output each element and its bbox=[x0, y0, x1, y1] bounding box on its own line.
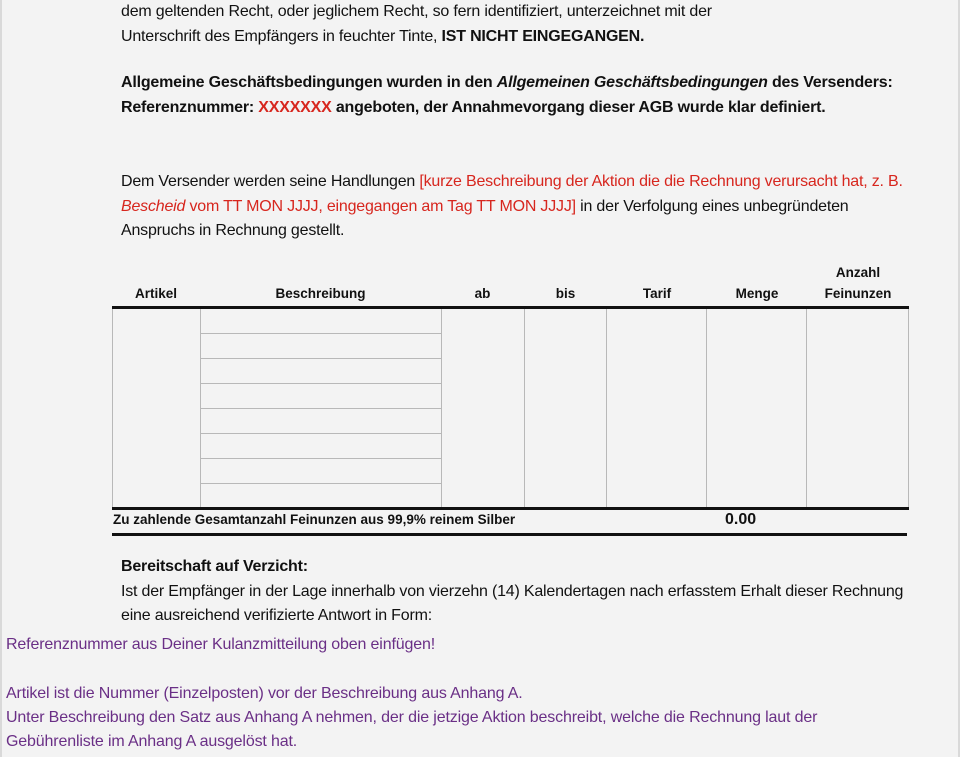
agb-text-1: Allgemeine Geschäftsbedingungen wurden in den bbox=[121, 74, 497, 91]
action-placeholder-2: vom TT MON JJJJ, eingegangen am Tag TT MON JJJJ] bbox=[185, 197, 576, 215]
description-row-line bbox=[200, 483, 441, 484]
col-border bbox=[706, 309, 707, 507]
description-row-line bbox=[200, 358, 441, 359]
agb-text-3: angeboten, der Annahmevorgang dieser AGB wurde klar definiert. bbox=[331, 98, 826, 116]
page-edge-left bbox=[0, 0, 2, 757]
waiver-section bbox=[121, 555, 921, 629]
action-prefix: Dem Versender werden seine Handlungen bbox=[121, 173, 420, 190]
action-placeholder-italic: Bescheid bbox=[121, 197, 186, 215]
header-beschreibung: Beschreibung bbox=[275, 286, 366, 301]
col-border bbox=[441, 309, 442, 507]
intro-line-2-text: Unterschrift des Empfängers in feuchter Tinte, bbox=[121, 27, 442, 45]
header-rule bbox=[112, 306, 909, 309]
total-label: Zu zahlende Gesamtanzahl Feinunzen aus 99,9% reinem Silber bbox=[113, 512, 516, 527]
intro-paragraph bbox=[121, 0, 921, 49]
description-row-line bbox=[200, 383, 441, 384]
description-row-line bbox=[200, 433, 441, 434]
waiver-heading: Bereitschaft auf Verzicht: bbox=[121, 558, 308, 575]
col-border bbox=[908, 309, 909, 507]
action-suffix: in der Verfolgung eines unbegründeten Anspruchs in Rechnung gestellt. bbox=[121, 197, 849, 239]
col-border bbox=[112, 309, 113, 507]
col-border bbox=[524, 309, 525, 507]
table-header-row bbox=[112, 264, 909, 306]
invoice-table bbox=[112, 264, 909, 539]
reference-number-placeholder: XXXXXXX bbox=[258, 98, 332, 116]
header-ab: ab bbox=[474, 286, 491, 301]
description-row-line bbox=[200, 408, 441, 409]
total-bottom-rule bbox=[112, 533, 907, 536]
col-border bbox=[806, 309, 807, 507]
description-row-line bbox=[200, 333, 441, 334]
agb-paragraph bbox=[121, 71, 921, 120]
note-artikel: Artikel ist die Nummer (Einzelposten) vor der Beschreibung aus Anhang A. bbox=[6, 685, 523, 702]
intro-line-2 bbox=[121, 25, 921, 50]
header-anzahl-line2: Feinunzen bbox=[824, 286, 892, 301]
agb-italic-term: Allgemeinen Geschäftsbedingungen bbox=[496, 74, 768, 91]
agb-text-2: des Versenders: Referenznummer: bbox=[121, 74, 893, 116]
header-bis: bis bbox=[555, 286, 576, 301]
header-anzahl-feinunzen bbox=[807, 262, 909, 304]
intro-line-1: dem geltenden Recht, oder jeglichem Recht, so fern identifiziert, unterzeichnet mit der bbox=[121, 3, 712, 20]
not-received-statement: IST NICHT EINGEGANGEN. bbox=[441, 27, 645, 45]
body-bottom-rule bbox=[112, 507, 909, 510]
header-anzahl-line1: Anzahl bbox=[835, 265, 881, 280]
waiver-text: Ist der Empfänger in der Lage innerhalb von vierzehn (14) Kalendertagen nach erfasstem Erhalt dieser Rechnung eine ausreichend verifizierte Antwort in Form: bbox=[121, 582, 904, 624]
note-reference-number: Referenznummer aus Deiner Kulanzmitteilung oben einfügen! bbox=[6, 636, 436, 653]
note-beschreibung: Unter Beschreibung den Satz aus Anhang A nehmen, der die jetzige Aktion beschreibt, welche die Rechnung laut der bbox=[6, 709, 818, 726]
total-value: 0.00 bbox=[725, 511, 757, 528]
note-gebuehrenliste: Gebührenliste im Anhang A ausgelöst hat. bbox=[6, 733, 298, 750]
action-placeholder-1: [kurze Beschreibung der Aktion die die Rechnung verursacht hat, z. B. bbox=[419, 173, 903, 190]
col-border bbox=[606, 309, 607, 507]
action-paragraph bbox=[121, 170, 921, 244]
description-row-line bbox=[200, 458, 441, 459]
header-tarif: Tarif bbox=[642, 286, 672, 301]
header-artikel: Artikel bbox=[134, 286, 178, 301]
header-menge: Menge bbox=[735, 286, 779, 301]
